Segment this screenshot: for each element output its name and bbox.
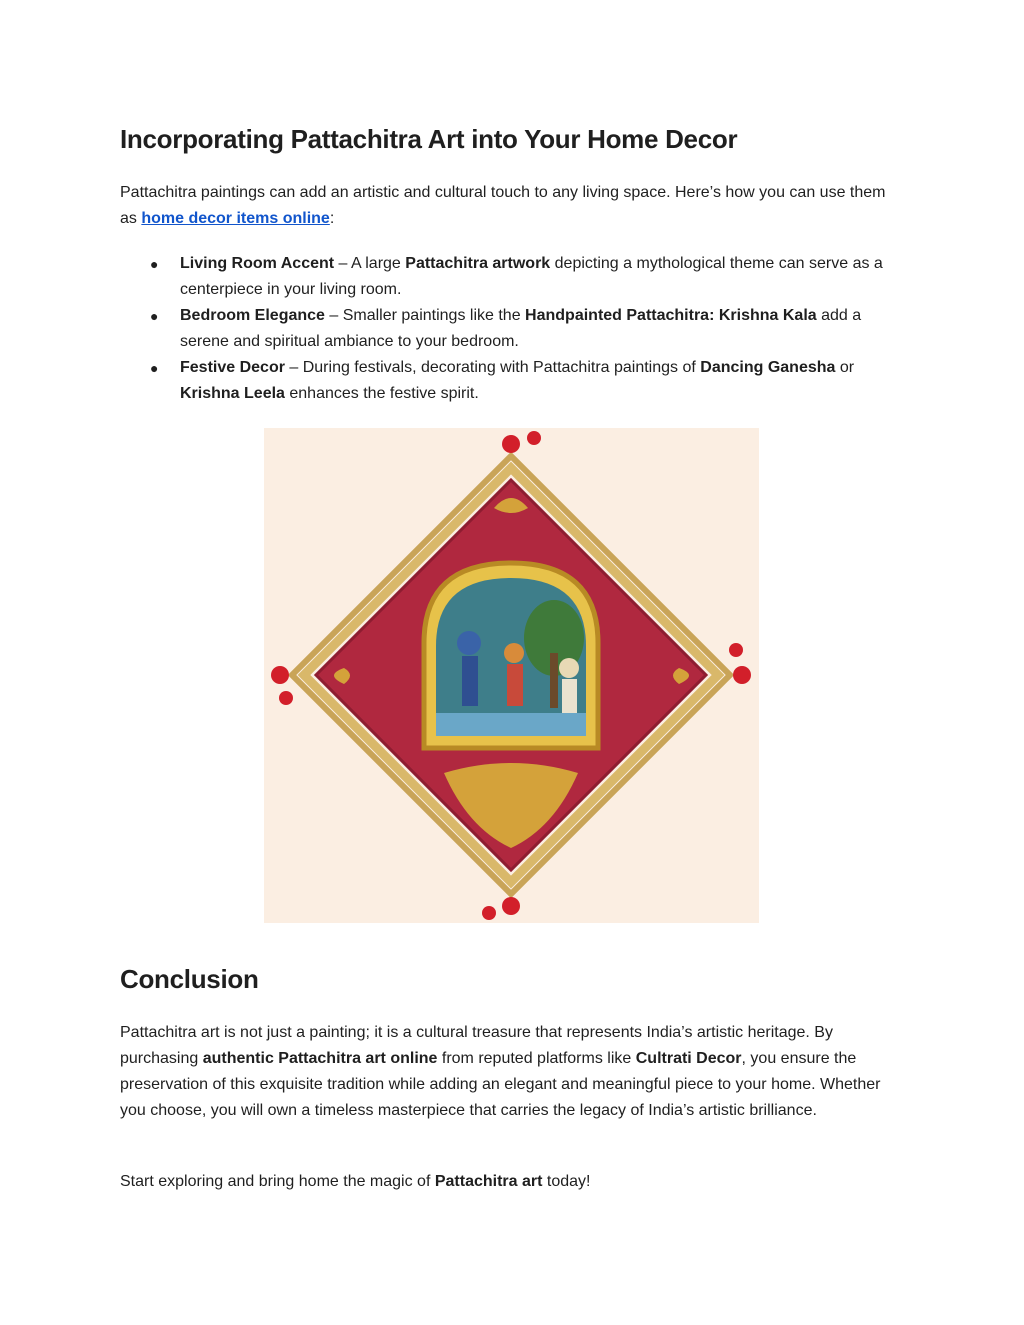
closing-paragraph bbox=[120, 1169, 900, 1195]
list-item-bold: Handpainted Pattachitra: Krishna Kala bbox=[525, 307, 817, 324]
list-item-bold: Dancing Ganesha bbox=[700, 359, 836, 376]
list-item-title: Living Room Accent bbox=[180, 255, 335, 272]
list-item-text: – Smaller paintings like the bbox=[324, 307, 526, 324]
list-item-bold: Pattachitra artwork bbox=[405, 255, 551, 272]
list-item-title: Festive Decor bbox=[180, 359, 285, 376]
bullet-icon: ● bbox=[150, 360, 159, 376]
home-decor-link[interactable]: home decor items online bbox=[141, 210, 330, 227]
section-heading: Incorporating Pattachitra Art into Your Home Decor bbox=[120, 124, 738, 154]
closing-text: Start exploring and bring home the magic of bbox=[120, 1173, 435, 1190]
closing-text: today! bbox=[542, 1173, 591, 1190]
intro-text: Pattachitra paintings can add an artistic and cultural touch to any living space. Here’s how you can use them as bbox=[120, 184, 886, 227]
list-item-bold: Krishna Leela bbox=[180, 385, 285, 402]
list-item-title: Bedroom Elegance bbox=[180, 307, 325, 324]
bullet-icon: ● bbox=[150, 256, 159, 272]
list-item-text: enhances the festive spirit. bbox=[284, 385, 479, 402]
list-item-text: – A large bbox=[334, 255, 406, 272]
conclusion-text: , you ensure the preservation of this exquisite tradition while adding an elegant and meaningful piece to your home. Whether you choose, you will own a timeless masterpiece that carries the legacy of India’s artistic brilliance. bbox=[120, 1050, 881, 1119]
list-item-text: or bbox=[835, 359, 855, 376]
conclusion-bold: authentic Pattachitra art online bbox=[202, 1050, 438, 1067]
intro-paragraph bbox=[120, 180, 900, 232]
conclusion-paragraph bbox=[120, 1020, 900, 1124]
list-item bbox=[120, 251, 910, 303]
bullet-icon: ● bbox=[150, 308, 159, 324]
list-item bbox=[120, 303, 910, 355]
decor-tips-list bbox=[120, 251, 910, 407]
list-item-text: add a serene and spiritual ambiance to your bedroom. bbox=[180, 307, 862, 350]
conclusion-bold: Cultrati Decor bbox=[635, 1050, 742, 1067]
conclusion-text: from reputed platforms like bbox=[437, 1050, 636, 1067]
list-item-text: – During festivals, decorating with Pattachitra paintings of bbox=[284, 359, 701, 376]
conclusion-heading: Conclusion bbox=[120, 964, 259, 994]
list-item-text: depicting a mythological theme can serve as a centerpiece in your living room. bbox=[180, 255, 883, 298]
conclusion-text: Pattachitra art is not just a painting; it is a cultural treasure that represents India’s artistic heritage. By purchasing bbox=[120, 1024, 833, 1067]
list-item bbox=[120, 355, 910, 407]
closing-bold: Pattachitra art bbox=[434, 1173, 543, 1190]
pattachitra-artwork-image bbox=[264, 428, 759, 923]
intro-colon: : bbox=[329, 210, 335, 227]
